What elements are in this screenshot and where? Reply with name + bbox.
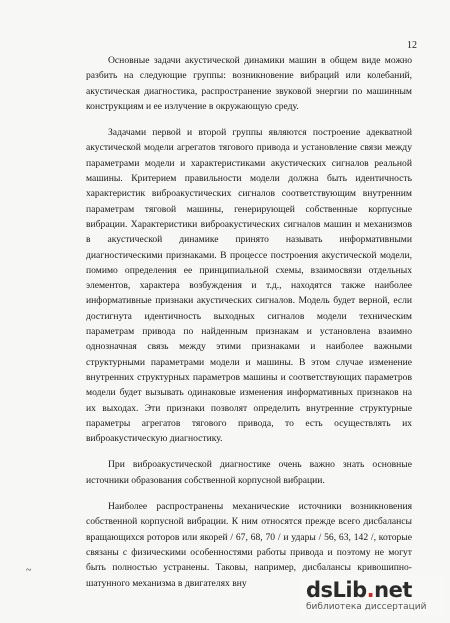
text-line: параметрам привода по найденным признакам и установлена взаимно (86, 326, 412, 338)
text-line: помимо определения ее принципиальной схемы, взаимосвязи отдельных (86, 264, 412, 276)
text-line: их выходах. Эти признаки позволят определить внутренние структурные (86, 402, 412, 414)
text-line: в акустической динамике принято называть информативными (86, 234, 412, 246)
text-line: параметрам тяговой машины, генерирующей собственные корпусные (86, 203, 412, 215)
text-line: конструкциям и ее излучение в окружающую среду. (86, 100, 299, 112)
text-line: вращающихся роторов или якорей / 67, 68, 70 / и удары / 56, 63, 142 /, которые (86, 531, 412, 543)
watermark-logo-main: dsLib (306, 578, 367, 602)
text-line: источники образования собственной корпусной вибрации. (86, 474, 325, 486)
text-line: акустической модели агрегатов тягового привода и установление связи между (86, 142, 412, 154)
text-line: Задачами первой и второй группы являются построение адекватной (108, 127, 412, 139)
text-line: достигнута идентичность выходных сигналов модели техническим (86, 310, 412, 322)
text-line: виброакустическую диагностику. (86, 433, 223, 445)
body-text (86, 53, 412, 591)
watermark-tagline: библиотека диссертаций (306, 602, 427, 612)
text-line: модели будет вызывать одинаковые изменения информативных признаков на (86, 387, 412, 399)
watermark-logo-tld: net (374, 578, 412, 602)
text-line: связаны с физическими особенностями работы привода и поэтому не могут (86, 546, 412, 558)
paragraph-3 (86, 457, 412, 488)
watermark-logo (306, 578, 412, 602)
text-line: элементов, характера возбуждения и т.д., находятся также наиболее (86, 280, 412, 292)
text-line: При виброакустической диагностике очень важно знать основные (108, 459, 412, 471)
text-line: Наиболее распространены механические источники возникновения (108, 501, 412, 513)
text-line: быть полностью устранены. Таковы, например, дисбалансы кривошипно- (86, 562, 412, 574)
text-line: структурными параметрами модели и машины. В этом случае изменение (86, 356, 412, 368)
text-line: однозначная связь между этими признаками и наиболее важными (86, 341, 412, 353)
margin-mark: ~ (26, 565, 32, 576)
text-line: параметры агрегатов тягового привода, то есть осуществлять их (86, 417, 412, 429)
text-line: акустическая диагностика, распространение звуковой энергии по машинным (86, 85, 412, 97)
text-line: разбить на следующие группы: возникновение вибраций или колебаний, (86, 70, 412, 82)
text-line: шатунного механизма в двигателях вну (86, 577, 247, 589)
watermark-logo-dot: . (366, 578, 375, 602)
watermark (300, 576, 446, 616)
text-line: внутренних структурных параметров машины и соответствующих параметров (86, 371, 412, 383)
page-number: 12 (407, 40, 417, 51)
paragraph-1 (86, 53, 412, 114)
text-line: вибрации. Характеристики виброакустических сигналов машин и механизмов (86, 218, 412, 230)
text-line: собственной корпусной вибрации. К ним относятся прежде всего дисбалансы (86, 516, 412, 528)
text-line: Основные задачи акустической динамики машин в общем виде можно (108, 55, 412, 66)
text-line: характеристик виброакустических сигналов соответствующим внутренним (86, 188, 412, 200)
paragraph-2 (86, 125, 412, 446)
text-line: информативные признаки акустических сигналов. Модель будет верной, если (86, 295, 412, 307)
text-line: машины. Критерием правильности модели должна быть идентичность (86, 173, 412, 185)
text-line: параметрами модели и характеристиками акустических сигналов реальной (86, 157, 412, 169)
text-line: диагностическими признаками. В процессе построения акустической модели, (86, 249, 412, 261)
